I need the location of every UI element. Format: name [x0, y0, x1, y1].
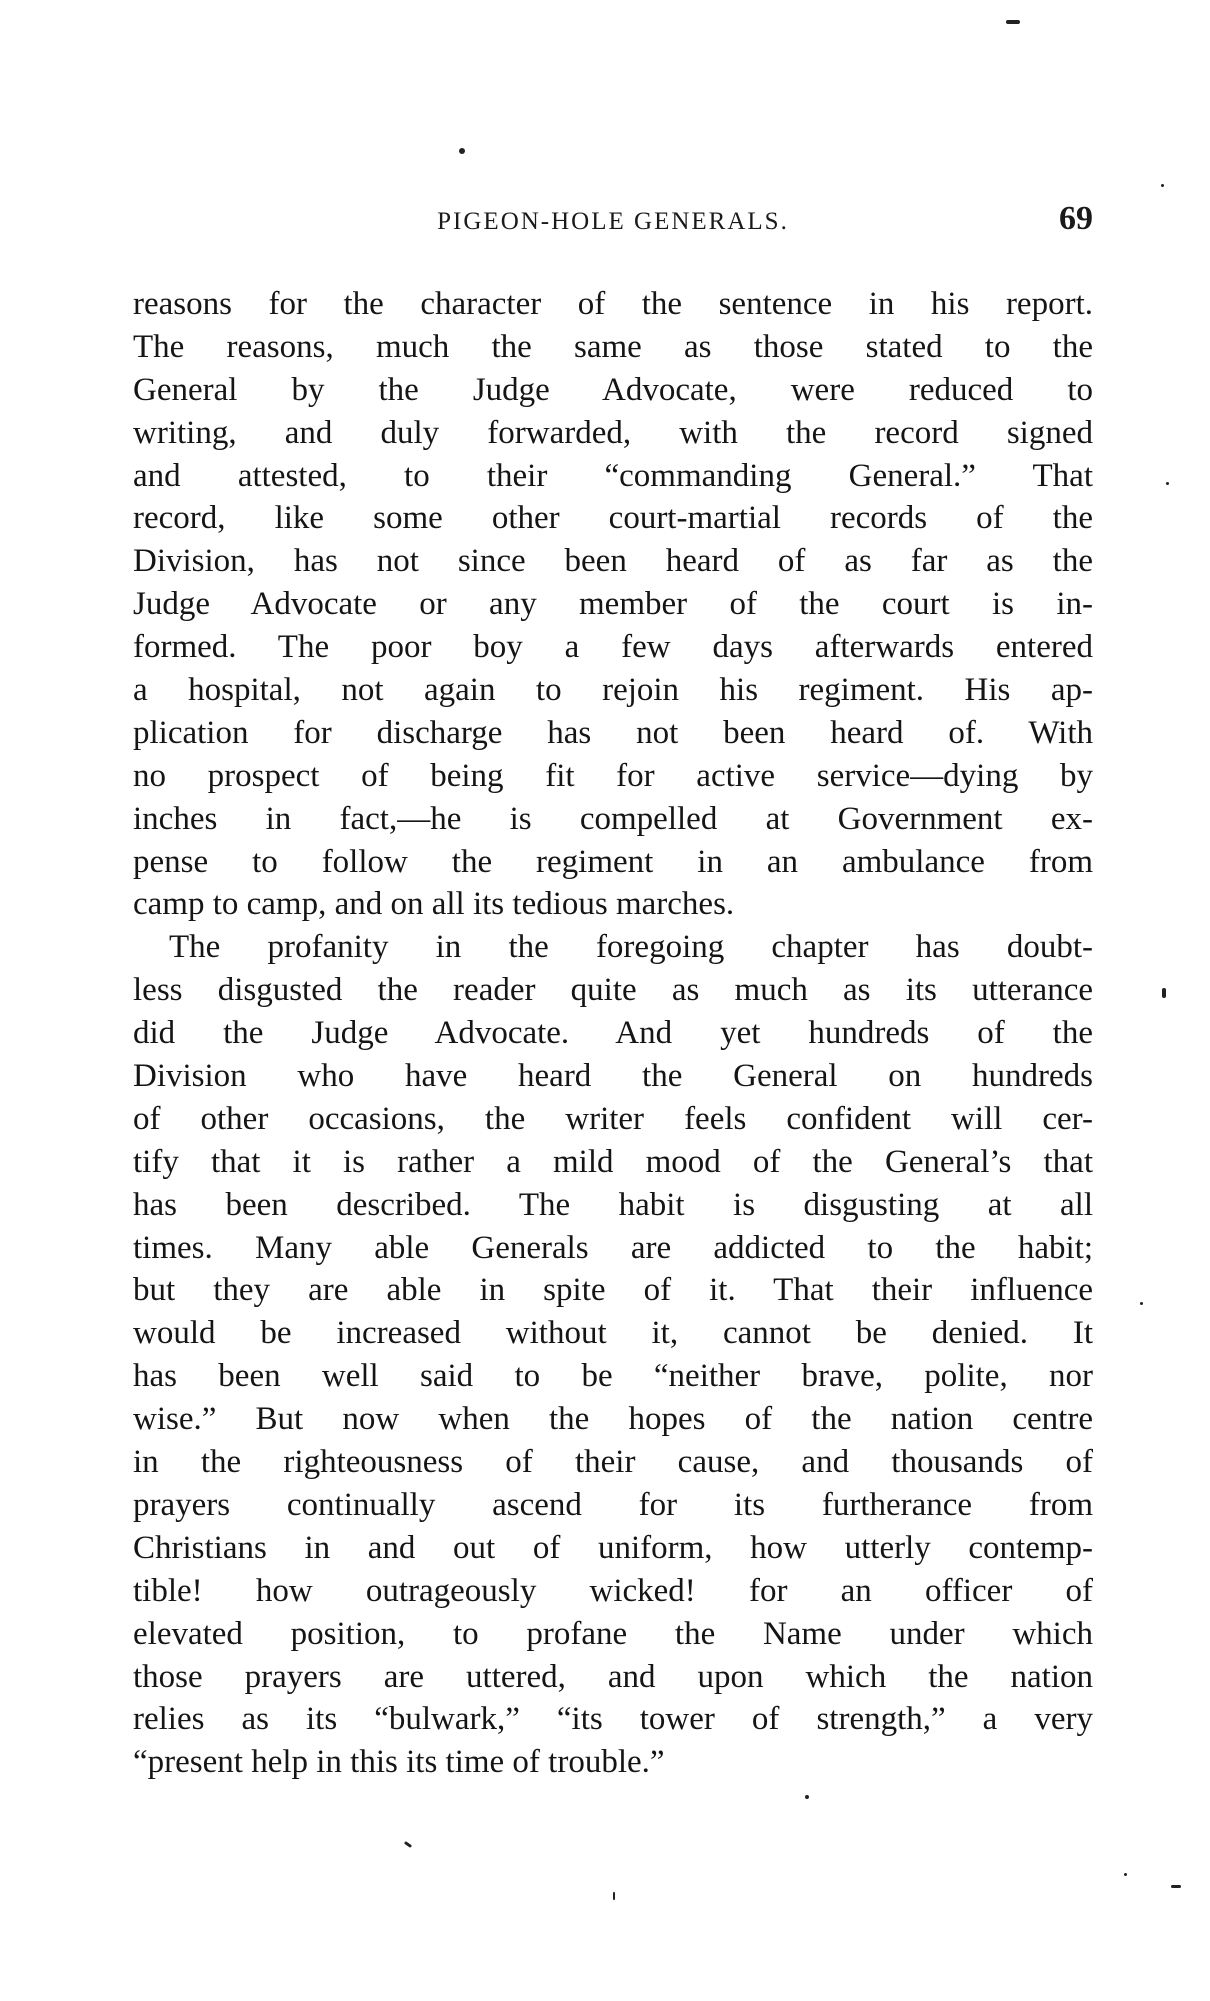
text-line: plication for discharge has not been heard of. With	[133, 714, 1093, 751]
text-line: inches in fact,—he is compelled at Government ex-	[133, 800, 1093, 837]
text-line: less disgusted the reader quite as much as its utterance	[133, 972, 1093, 1009]
print-speck	[1161, 184, 1164, 187]
text-line: would be increased without it, cannot be denied. It	[133, 1315, 1093, 1352]
paragraph	[133, 283, 1093, 926]
print-speck	[1162, 988, 1166, 998]
text-line: did the Judge Advocate. And yet hundreds of the	[133, 1015, 1093, 1052]
running-head	[133, 200, 1093, 250]
text-line: times. Many able Generals are addicted to the habit;	[133, 1229, 1093, 1266]
print-speck	[1006, 20, 1020, 24]
text-line: General by the Judge Advocate, were reduced to	[133, 371, 1093, 408]
paragraph	[133, 926, 1093, 1784]
text-line: formed. The poor boy a few days afterwards entered	[133, 629, 1093, 666]
text-line: tify that it is rather a mild mood of the General’s that	[133, 1143, 1093, 1180]
text-line: writing, and duly forwarded, with the record signed	[133, 414, 1093, 451]
text-line: Christians in and out of uniform, how utterly contemp-	[133, 1529, 1093, 1566]
text-line: and attested, to their “commanding General.” That	[133, 457, 1093, 494]
print-speck	[805, 1795, 809, 1799]
print-speck	[1140, 1302, 1143, 1305]
text-line: camp to camp, and on all its tedious marches.	[133, 886, 735, 923]
print-speck	[613, 1892, 615, 1900]
text-line: Division, has not since been heard of as far as the	[133, 543, 1093, 580]
text-line: record, like some other court-martial records of the	[133, 500, 1093, 537]
text-line: reasons for the character of the sentence in his report.	[133, 286, 1093, 322]
text-line: The reasons, much the same as those stated to the	[133, 328, 1093, 365]
print-speck	[404, 1841, 412, 1848]
text-line: Division who have heard the General on hundreds	[133, 1058, 1093, 1095]
text-line: tible! how outrageously wicked! for an officer of	[133, 1572, 1093, 1609]
text-line: Judge Advocate or any member of the court is in-	[133, 586, 1093, 623]
text-line: wise.” But now when the hopes of the nation centre	[133, 1401, 1093, 1438]
text-line: “present help in this its time of trouble.”	[133, 1744, 665, 1781]
text-line: of other occasions, the writer feels confident will cer-	[133, 1100, 1093, 1137]
text-line: has been described. The habit is disgusting at all	[133, 1186, 1093, 1223]
text-line: but they are able in spite of it. That their influence	[133, 1272, 1093, 1309]
text-line: pense to follow the regiment in an ambulance from	[133, 843, 1093, 880]
text-line: in the righteousness of their cause, and thousands of	[133, 1444, 1093, 1481]
print-speck	[1124, 1873, 1127, 1876]
page-number: 69	[1059, 200, 1093, 237]
body-text	[133, 283, 1093, 1784]
text-line: no prospect of being fit for active service—dying by	[133, 757, 1093, 794]
print-speck	[1171, 1885, 1181, 1888]
text-line: relies as its “bulwark,” “its tower of strength,” a very	[133, 1701, 1093, 1738]
text-line: has been well said to be “neither brave, polite, nor	[133, 1358, 1093, 1395]
running-title: PIGEON-HOLE GENERALS.	[437, 208, 789, 235]
text-line: prayers continually ascend for its furtherance from	[133, 1486, 1093, 1523]
text-line: elevated position, to profane the Name under which	[133, 1615, 1093, 1652]
text-line: a hospital, not again to rejoin his regiment. His ap-	[133, 672, 1093, 709]
text-line: those prayers are uttered, and upon which the nation	[133, 1658, 1093, 1695]
text-line: The profanity in the foregoing chapter has doubt-	[169, 929, 1093, 966]
print-speck	[459, 148, 465, 154]
print-speck	[1166, 482, 1169, 485]
